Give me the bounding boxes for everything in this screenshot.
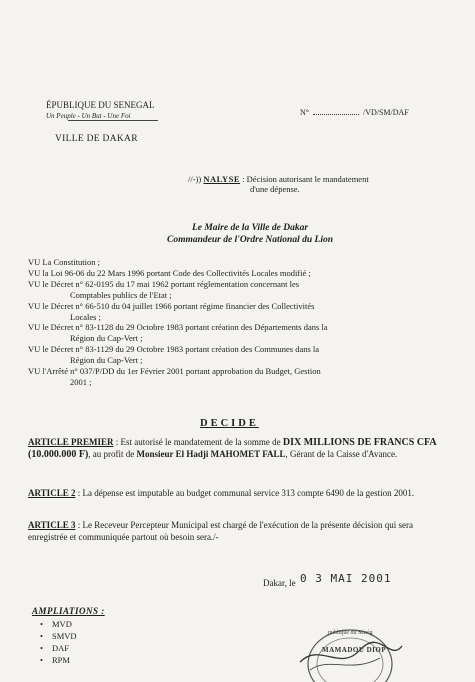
- ampliation-item: [40, 642, 105, 654]
- article-2: [28, 488, 448, 500]
- ampliation-item: [40, 630, 105, 642]
- legal-reference-line: VU le Décret n° 83-1129 du 29 Octobre 1983 portant création des Communes dans la: [28, 344, 320, 355]
- seal-ring-text: publique du Sénég: [328, 630, 373, 636]
- article-2-text: : La dépense est imputable au budget communal service 313 compte 6490 de la gestion 2001.: [75, 488, 415, 498]
- authority-line-1: Le Maire de la Ville de Dakar: [191, 223, 309, 233]
- signatory-name: MAMADOU DIOP: [322, 646, 387, 654]
- article-1-text-b: , au profit de: [88, 448, 137, 459]
- subject-line-1: : Décision autorisant le mandatement: [242, 174, 369, 184]
- republic-header: [46, 100, 155, 122]
- subject-prefix: //-)): [188, 174, 202, 184]
- bullet-icon: •: [40, 655, 43, 665]
- article-2-label: ARTICLE 2: [28, 488, 76, 498]
- ampliations-list: [32, 618, 105, 666]
- national-motto: Un Peuple - Un But - Une Foi: [46, 112, 131, 120]
- legal-reference-line: VU La Constitution ;: [28, 257, 101, 267]
- decide-heading: DECIDE: [200, 418, 259, 429]
- republic-name: ÉPUBLIQUE DU SENEGAL: [46, 100, 155, 110]
- bullet-icon: •: [40, 643, 43, 653]
- legal-reference-line: VU le Décret n° 83-1128 du 29 Octobre 1983 portant création des Départements dans la: [28, 322, 328, 333]
- ref-blank: [313, 114, 359, 115]
- city-name: VILLE DE DAKAR: [55, 134, 138, 144]
- legal-reference-line: Région du Cap-Vert ;: [70, 333, 143, 344]
- authority-line-2: Commandeur de l'Ordre National du Lion: [166, 235, 333, 245]
- ampliation-item: [40, 654, 105, 666]
- bullet-icon: •: [40, 619, 43, 629]
- article-1-text-a: : Est autorisé le mandatement de la somme de: [113, 437, 283, 447]
- ampliation-label: MVD: [52, 619, 72, 629]
- article-premier: [28, 437, 448, 460]
- article-3-label: ARTICLE 3: [28, 520, 76, 530]
- legal-reference-line: VU le Décret n° 66-510 du 04 juillet 1966 portant régime financier des Collectivités: [28, 300, 315, 311]
- ampliation-label: SMVD: [52, 631, 77, 641]
- ampliation-item: [40, 618, 105, 630]
- legal-reference-line: VU le Décret n° 62-0195 du 17 mai 1962 portant réglementation concernant les: [28, 278, 300, 289]
- reference-number: [300, 108, 409, 117]
- ampliation-label: DAF: [52, 643, 70, 653]
- article-3-text: : Le Receveur Percepteur Municipal est chargé de l'exécution de la présente décision qui sera enregistrée et communiquée partout où besoin sera./-: [28, 520, 414, 542]
- subject-label: NALYSE: [203, 174, 241, 184]
- header-divider: [68, 120, 158, 121]
- date-place: Dakar, le: [263, 578, 296, 588]
- article-1-label: ARTICLE PREMIER: [28, 437, 114, 447]
- legal-reference-line: Comptables publics de l'Etat ;: [70, 289, 172, 300]
- legal-reference-line: Locales ;: [70, 311, 101, 322]
- article-3: [28, 520, 448, 543]
- ampliations-title: AMPLIATIONS :: [32, 606, 105, 616]
- ampliation-label: RPM: [52, 655, 70, 665]
- legal-reference-line: VU l'Arrêté n° 037/P/DD du 1er Février 2001 portant approbation du Budget, Gestion: [28, 366, 321, 377]
- legal-references: [28, 257, 448, 388]
- subject-line-2: d'une dépense.: [250, 184, 300, 194]
- legal-reference-line: VU la Loi 96-06 du 22 Mars 1996 portant Code des Collectivités Locales modifié ;: [28, 267, 311, 278]
- bullet-icon: •: [40, 631, 43, 641]
- subject-block: [188, 174, 369, 194]
- amount-words: DIX MILLIONS DE FRANCS CFA: [282, 437, 437, 448]
- authority-title: [120, 222, 380, 246]
- ref-prefix: N°: [300, 108, 309, 117]
- legal-reference-line: Région du Cap-Vert ;: [70, 355, 143, 366]
- date-stamp: 0 3 MAI 2001: [300, 572, 392, 585]
- beneficiary: Monsieur El Hadji MAHOMET FALL: [136, 448, 286, 459]
- amount-number: (10.000.000 F): [28, 448, 89, 460]
- ampliations-block: [32, 606, 105, 666]
- article-1-text-c: , Gérant de la Caisse d'Avance.: [285, 448, 398, 459]
- legal-reference-line: 2001 ;: [70, 376, 92, 387]
- ref-suffix: /VD/SM/DAF: [362, 108, 409, 117]
